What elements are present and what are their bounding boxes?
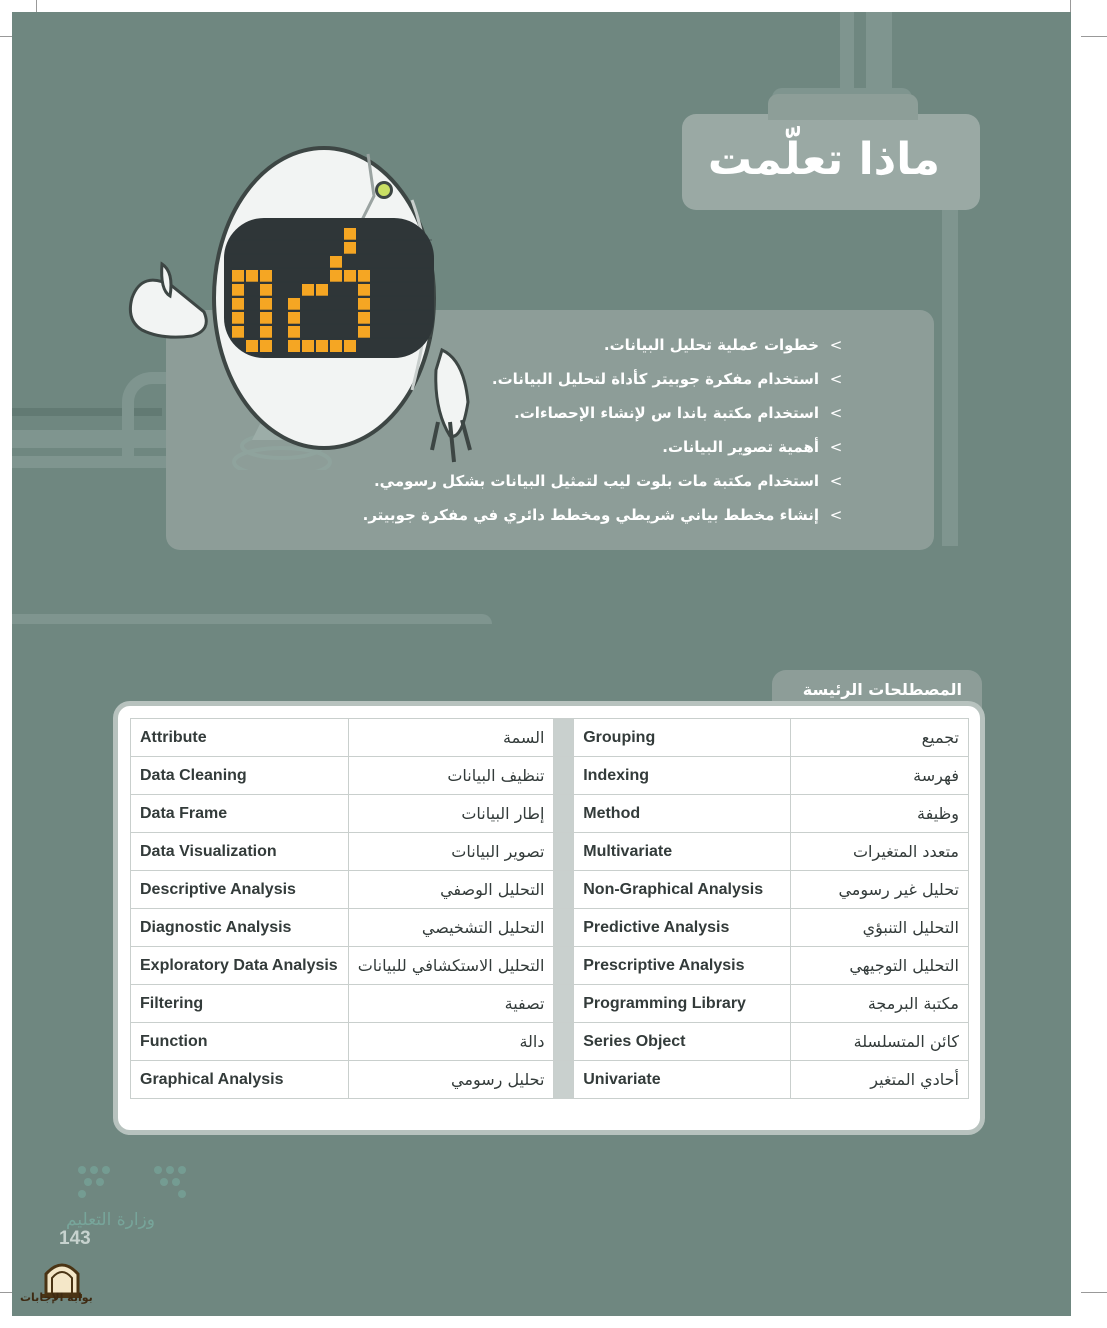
key-term-arabic (348, 947, 554, 985)
key-term-arabic (348, 719, 554, 757)
key-term-row (131, 985, 969, 1023)
objective-item: >إنشاء مخطط بياني شريطي ومخطط دائري في مفكرة جوبيتر. (363, 498, 849, 532)
key-term-row (131, 871, 969, 909)
key-term-arabic (791, 985, 969, 1023)
key-term-english: Filtering (131, 985, 349, 1023)
key-term-arabic-text: دالة (519, 1032, 545, 1051)
chevron-bullet-icon: > (829, 438, 843, 456)
key-term-english: Grouping (574, 719, 791, 757)
key-term-english: Non-Graphical Analysis (574, 871, 791, 909)
chevron-bullet-icon: > (829, 404, 843, 422)
key-term-arabic-text: فهرسة (913, 766, 959, 785)
key-term-row (131, 909, 969, 947)
key-term-arabic (791, 833, 969, 871)
key-term-english: Programming Library (574, 985, 791, 1023)
key-term-arabic-text: التحليل التوجيهي (849, 956, 959, 975)
key-term-arabic-text: تنظيف البيانات (447, 766, 545, 785)
key-term-arabic (791, 1061, 969, 1099)
key-term-arabic (791, 757, 969, 795)
key-term-row (131, 757, 969, 795)
key-term-english: Graphical Analysis (131, 1061, 349, 1099)
pipe-decoration (866, 12, 892, 96)
key-term-arabic (791, 871, 969, 909)
key-term-arabic-text: تجميع (921, 728, 959, 747)
column-divider (554, 985, 574, 1023)
key-term-english: Exploratory Data Analysis (131, 947, 349, 985)
key-term-english: Data Cleaning (131, 757, 349, 795)
objective-item: >أهمية تصوير البيانات. (363, 430, 849, 464)
key-term-arabic (348, 909, 554, 947)
column-divider (554, 947, 574, 985)
column-divider (554, 909, 574, 947)
key-term-arabic (348, 871, 554, 909)
key-term-arabic-text: تحليل رسومي (451, 1070, 545, 1089)
key-term-arabic-text: التحليل الوصفي (440, 880, 545, 899)
key-term-english: Data Visualization (131, 833, 349, 871)
key-term-arabic (348, 1061, 554, 1099)
key-term-arabic-text: كائن المتسلسلة (853, 1032, 959, 1051)
key-term-row (131, 833, 969, 871)
key-term-english: Function (131, 1023, 349, 1061)
key-term-english: Data Frame (131, 795, 349, 833)
key-term-row (131, 947, 969, 985)
objective-item: >استخدام مكتبة باندا س لإنشاء الإحصاءات. (363, 396, 849, 430)
key-term-arabic-text: مكتبة البرمجة (867, 994, 959, 1013)
column-divider (554, 1023, 574, 1061)
key-term-arabic (791, 1023, 969, 1061)
key-term-arabic-text: التحليل التشخيصي (421, 918, 545, 937)
key-terms-title: المصطلحات الرئيسة (802, 680, 962, 699)
key-term-row (131, 795, 969, 833)
key-term-arabic (348, 833, 554, 871)
key-term-arabic (791, 719, 969, 757)
page-title: ماذا تعلّمت (707, 134, 940, 185)
key-terms-table (130, 718, 969, 1099)
key-term-english: Diagnostic Analysis (131, 909, 349, 947)
key-term-english: Multivariate (574, 833, 791, 871)
pipe-decoration (942, 206, 958, 546)
key-term-english: Attribute (131, 719, 349, 757)
key-term-arabic-text: تصوير البيانات (451, 842, 545, 861)
key-term-arabic (791, 947, 969, 985)
pipe-decoration (12, 614, 492, 624)
key-term-row (131, 1023, 969, 1061)
chevron-bullet-icon: > (829, 472, 843, 490)
key-term-arabic (348, 1023, 554, 1061)
key-term-english: Indexing (574, 757, 791, 795)
key-term-arabic-text: التحليل التنبؤي (862, 918, 959, 937)
key-term-arabic-text: إطار البيانات (461, 804, 545, 823)
key-term-english: Descriptive Analysis (131, 871, 349, 909)
column-divider (554, 1061, 574, 1099)
key-term-english: Predictive Analysis (574, 909, 791, 947)
pipe-decoration (840, 12, 854, 92)
page-number: 143 (59, 1228, 91, 1249)
chevron-bullet-icon: > (829, 336, 843, 354)
objective-item: >خطوات عملية تحليل البيانات. (363, 328, 849, 362)
portal-label: بوابة الإجابات (20, 1291, 93, 1304)
key-terms-box (118, 706, 980, 1130)
key-term-arabic-text: السمة (503, 728, 545, 747)
ministry-text: وزارة التعليم (66, 1210, 155, 1230)
portal-logo-icon (22, 1252, 102, 1314)
key-term-arabic (348, 985, 554, 1023)
key-term-arabic (791, 795, 969, 833)
key-term-arabic-text: التحليل الاستكشافي للبيانات (357, 956, 545, 975)
column-divider (554, 871, 574, 909)
key-term-english: Prescriptive Analysis (574, 947, 791, 985)
objective-item: >استخدام مفكرة جوبيتر كأداة لتحليل البيانات. (363, 362, 849, 396)
key-term-english: Method (574, 795, 791, 833)
key-term-arabic-text: تحليل غير رسومي (838, 880, 959, 899)
column-divider (554, 833, 574, 871)
key-term-row (131, 719, 969, 757)
key-term-arabic-text: وظيفة (917, 804, 959, 823)
objective-item: >استخدام مكتبة مات بلوت ليب لتمثيل البيانات بشكل رسومي. (363, 464, 849, 498)
key-term-arabic-text: متعدد المتغيرات (852, 842, 959, 861)
chevron-bullet-icon: > (829, 370, 843, 388)
column-divider (554, 757, 574, 795)
key-term-arabic (791, 909, 969, 947)
column-divider (554, 719, 574, 757)
key-term-arabic (348, 795, 554, 833)
title-box-cap (768, 94, 918, 120)
key-term-arabic-text: أحادي المتغير (870, 1070, 959, 1089)
column-divider (554, 795, 574, 833)
key-term-row (131, 1061, 969, 1099)
title-box (682, 114, 980, 210)
key-term-arabic (348, 757, 554, 795)
key-term-english: Univariate (574, 1061, 791, 1099)
chevron-bullet-icon: > (829, 506, 843, 524)
key-term-english: Series Object (574, 1023, 791, 1061)
robot-thumbs-up-icon (112, 140, 492, 470)
page (12, 12, 1071, 1316)
key-term-arabic-text: تصفية (504, 994, 545, 1013)
